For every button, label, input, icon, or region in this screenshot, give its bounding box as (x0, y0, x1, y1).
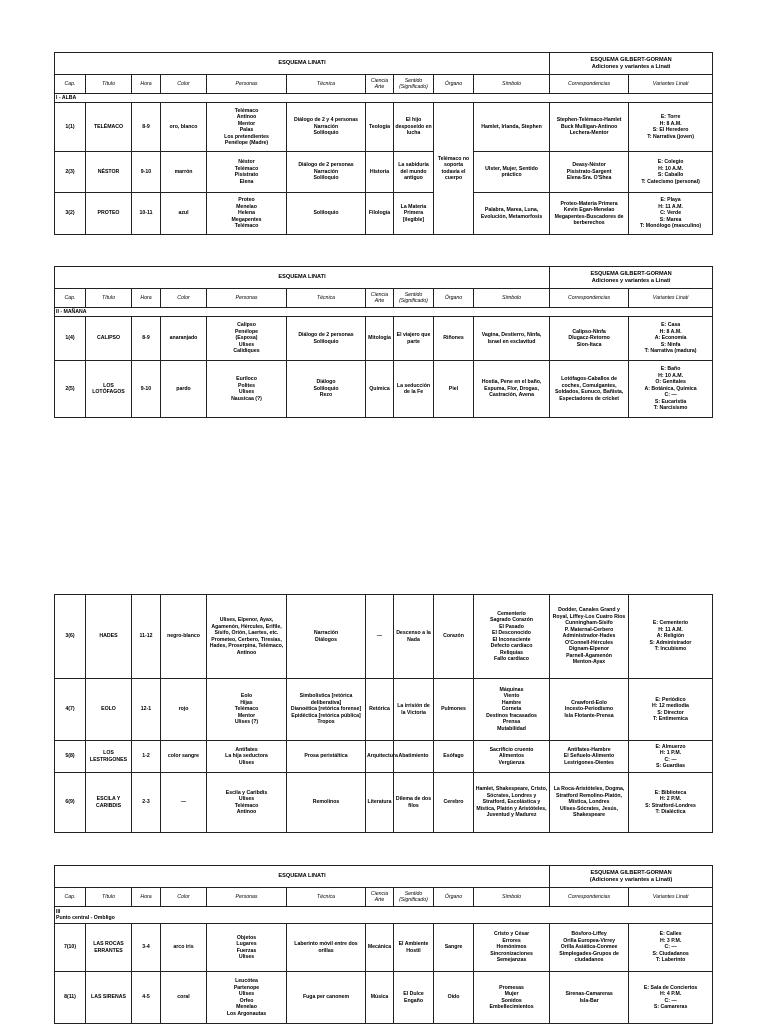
cell-corresp: Proteo-Materia Primera Kevin Egan-Menelao Megapentes-Buscadores de berberechos (550, 193, 629, 235)
table-row (55, 773, 713, 833)
header-gilbert (550, 866, 713, 888)
cell-ciencia: Mitología (366, 317, 394, 361)
cell-ciencia: — (366, 595, 394, 679)
cell-organo: Pulmones (434, 679, 474, 741)
col-personas: Personas (207, 289, 287, 308)
cell-organo: Esófago (434, 741, 474, 773)
cell-variantes: E: Cementerio H: 11 A.M. A: Religión S: Administrador T: Incubismo (629, 595, 713, 679)
col-cap: Cap. (55, 75, 86, 94)
cell-corresp: Calipso-Ninfa Dlugacz-Retorno Sion-Itaca (550, 317, 629, 361)
cell-hora: 11-12 (132, 595, 161, 679)
cell-simbolo: Ulster, Mujer, Sentido práctico (474, 152, 550, 193)
cell-organo: Cerebro (434, 773, 474, 833)
col-sentido: Sentido (Significado) (394, 888, 434, 907)
header-gilbert (550, 53, 713, 75)
col-color: Color (161, 289, 207, 308)
col-organo: Órgano (434, 75, 474, 94)
cell-simbolo: Máquinas Viento Hambre Corneta Destinos fracasados Prensa Mutabilidad (474, 679, 550, 741)
section-manana: II - MAÑANA (55, 308, 713, 317)
cell-title: HADES (86, 595, 132, 679)
cell-sentido: La Materia Primera [ilegible] (394, 193, 434, 235)
header-gilbert-title: ESQUEMA GILBERT-GORMAN (590, 56, 672, 63)
cell-variantes: E: Playa H: 11 A.M. C: Verde S: Marea T: Monólogo (masculino) (629, 193, 713, 235)
cell-hora: 4-5 (132, 972, 161, 1024)
header-gilbert-sub: Adiciones y variantes a Linati (591, 63, 671, 70)
cell-color: negro-blanco (161, 595, 207, 679)
col-tecnica: Técnica (287, 75, 366, 94)
cell-corresp: Sirenas-Camareras Isla-Bar (550, 972, 629, 1024)
section-alba: I - ALBA (55, 94, 713, 103)
table-2 (54, 266, 713, 418)
col-corresp: Correspondencias (550, 75, 629, 94)
cell-hora: 8-9 (132, 103, 161, 152)
table-row (55, 103, 713, 152)
table-row (55, 152, 713, 193)
cell-variantes: E: Biblioteca H: 2 P.M. S: Stratford-Londres T: Dialéctica (629, 773, 713, 833)
col-titulo: Título (86, 289, 132, 308)
cell-organo: Piel (434, 361, 474, 418)
cell-color: coral (161, 972, 207, 1024)
cell-cap: 6(9) (55, 773, 86, 833)
cell-simbolo: Palabra, Marea, Luna, Evolución, Metamorfosis (474, 193, 550, 235)
cell-variantes: E: Colegio H: 10 A.M. S: Caballo T: Catecismo (personal) (629, 152, 713, 193)
cell-sentido: Abatimiento (394, 741, 434, 773)
cell-organo: Corazón (434, 595, 474, 679)
col-cap: Cap. (55, 888, 86, 907)
col-ciencia: Ciencia Arte (366, 75, 394, 94)
cell-simbolo: Sacrificio cruento Alimentos Vergüenza (474, 741, 550, 773)
cell-hora: 1-2 (132, 741, 161, 773)
col-variantes: Variantes Linati (629, 888, 713, 907)
col-sentido: Sentido (Significado) (394, 289, 434, 308)
cell-title: LAS SIRENAS (86, 972, 132, 1024)
col-simbolo: Símbolo (474, 888, 550, 907)
cell-personas: Antífates La hija seductora Ulises (207, 741, 287, 773)
table-row (55, 972, 713, 1024)
cell-tecnica: Remolinos (287, 773, 366, 833)
cell-ciencia: Mecánica (366, 924, 394, 972)
cell-title: PROTEO (86, 193, 132, 235)
cell-sentido: Dilema de dos filos (394, 773, 434, 833)
cell-hora: 9-10 (132, 361, 161, 418)
header-linati: ESQUEMA LINATI (55, 866, 550, 888)
col-variantes: Variantes Linati (629, 75, 713, 94)
cell-cap: 3(6) (55, 595, 86, 679)
col-organo: Órgano (434, 289, 474, 308)
col-tecnica: Técnica (287, 888, 366, 907)
cell-cap: 7(10) (55, 924, 86, 972)
cell-organo: Sangre (434, 924, 474, 972)
cell-simbolo: Cementerio Sagrado Corazón El Pasado El Desconocido El Inconsciente Defecto cardíaco Reliquias Fallo cardíaco (474, 595, 550, 679)
cell-color: anaranjado (161, 317, 207, 361)
cell-variantes: E: Almuerzo H: 1 P.M. C: — S: Guardias (629, 741, 713, 773)
cell-sentido: El hijo desposeído en lucha (394, 103, 434, 152)
cell-organo: Riñones (434, 317, 474, 361)
header-gilbert-sub: Adiciones y variantes a Linati (591, 277, 671, 284)
cell-corresp: Antífates-Hambre El Señuelo-Alimento Lestrigones-Dientes (550, 741, 629, 773)
cell-personas: Eolo Hijas Telémaco Mentor Ulises (?) (207, 679, 287, 741)
cell-personas: Néstor Telémaco Pisístrato Elena (207, 152, 287, 193)
cell-color: marrón (161, 152, 207, 193)
cell-cap: 8(11) (55, 972, 86, 1024)
col-hora: Hora (132, 289, 161, 308)
cell-cap: 2(3) (55, 152, 86, 193)
section-ombligo: III Punto central - Ombligo (55, 907, 713, 924)
cell-personas: Telémaco Antinoo Mentor Palas Los pretendientes Penélope (Madre) (207, 103, 287, 152)
cell-ciencia: Música (366, 972, 394, 1024)
col-corresp: Correspondencias (550, 888, 629, 907)
col-hora: Hora (132, 888, 161, 907)
table-row (55, 741, 713, 773)
cell-ciencia: Arquitectura (366, 741, 394, 773)
col-color: Color (161, 75, 207, 94)
cell-sentido: Descenso a la Nada (394, 595, 434, 679)
cell-corresp: Bósforo-Liffey Orilla Europea-Virrey Orilla Asiática-Conmee Simplegades-Grupos de ciudadanos (550, 924, 629, 972)
col-color: Color (161, 888, 207, 907)
cell-ciencia: Retórica (366, 679, 394, 741)
cell-title: LOS LOTÓFAGOS (86, 361, 132, 418)
col-corresp: Correspondencias (550, 289, 629, 308)
col-personas: Personas (207, 888, 287, 907)
cell-variantes: E: Torre H: 8 A.M. S: El Heredero T: Narrativa (joven) (629, 103, 713, 152)
cell-organo: Oído (434, 972, 474, 1024)
cell-sentido: La irrisión de la Victoria (394, 679, 434, 741)
cell-hora: 8-9 (132, 317, 161, 361)
table-row (55, 361, 713, 418)
header-gilbert-title: ESQUEMA GILBERT-GORMAN (590, 270, 672, 277)
cell-personas: Calipso Penélope (Esposa) Ulises Calidiques (207, 317, 287, 361)
cell-color: azul (161, 193, 207, 235)
cell-color: arco iris (161, 924, 207, 972)
cell-color: — (161, 773, 207, 833)
cell-personas: Escila y Caribdis Ulises Telémaco Antinoo (207, 773, 287, 833)
cell-tecnica: Laberinto móvil entre dos orillas (287, 924, 366, 972)
col-hora: Hora (132, 75, 161, 94)
col-ciencia: Ciencia Arte (366, 289, 394, 308)
cell-organo: Telémaco no soporta todavía el cuerpo (434, 103, 474, 235)
cell-variantes: E: Periódico H: 12 mediodía S: Director T: Entimemica (629, 679, 713, 741)
cell-cap: 2(5) (55, 361, 86, 418)
cell-corresp: Crawford-Eolo Incesto-Periodismo Isla Flotante-Prensa (550, 679, 629, 741)
col-tecnica: Técnica (287, 289, 366, 308)
cell-corresp: La Roca-Aristóteles, Dogma, Stratford Remolino-Platón, Mística, Londres Ulises-Sócrates, Jesús, Shakespeare (550, 773, 629, 833)
cell-tecnica: Diálogo Soliloquio Rezo (287, 361, 366, 418)
cell-title: LAS ROCAS ERRANTES (86, 924, 132, 972)
col-titulo: Título (86, 75, 132, 94)
cell-variantes: E: Casa H: 8 A.M. A: Economía S: Ninfa T: Narrativa (madura) (629, 317, 713, 361)
table-row (55, 595, 713, 679)
cell-sentido: El Dulce Engaño (394, 972, 434, 1024)
cell-personas: Objetos Lugares Fuerzas Ulises (207, 924, 287, 972)
cell-color: oro, blanco (161, 103, 207, 152)
cell-ciencia: Historia (366, 152, 394, 193)
cell-ciencia: Filología (366, 193, 394, 235)
col-simbolo: Símbolo (474, 289, 550, 308)
cell-color: color sangre (161, 741, 207, 773)
cell-sentido: La sabiduría del mundo antiguo (394, 152, 434, 193)
col-variantes: Variantes Linati (629, 289, 713, 308)
cell-tecnica: Fuga per canonem (287, 972, 366, 1024)
cell-cap: 4(7) (55, 679, 86, 741)
cell-variantes: E: Baño H: 10 A.M. O: Genitales A: Botánica, Química C: — S: Eucaristía T: Narcisismo (629, 361, 713, 418)
table-3 (54, 594, 713, 833)
cell-title: NÉSTOR (86, 152, 132, 193)
cell-hora: 2-3 (132, 773, 161, 833)
header-gilbert-sub: (Adiciones y variantes a Linati) (589, 876, 673, 883)
table-row (55, 193, 713, 235)
cell-cap: 1(1) (55, 103, 86, 152)
cell-personas: Euríloco Polites Ulises Nausicaa (?) (207, 361, 287, 418)
cell-simbolo: Hamlet, Irlanda, Stephen (474, 103, 550, 152)
cell-sentido: La seducción de la Fe (394, 361, 434, 418)
cell-title: CALIPSO (86, 317, 132, 361)
cell-sentido: El viajero que parte (394, 317, 434, 361)
table-1 (54, 52, 713, 235)
cell-simbolo: Cristo y César Errores Homónimos Sincronizaciones Semejanzas (474, 924, 550, 972)
cell-title: ESCILA Y CARIBDIS (86, 773, 132, 833)
cell-color: rojo (161, 679, 207, 741)
col-personas: Personas (207, 75, 287, 94)
header-gilbert-title: ESQUEMA GILBERT-GORMAN (590, 869, 672, 876)
header-gilbert (550, 267, 713, 289)
cell-tecnica: Diálogo de 2 personas Narración Soliloquio (287, 152, 366, 193)
cell-corresp: Stephen-Telémaco-Hamlet Buck Mulligan-Antinoo Lechera-Mentor (550, 103, 629, 152)
header-linati: ESQUEMA LINATI (55, 53, 550, 75)
cell-tecnica: Narración Diálogos (287, 595, 366, 679)
cell-tecnica: Diálogo de 2 personas Soliloquio (287, 317, 366, 361)
cell-tecnica: Simbolística [retórica deliberativa] Dianoética [retórica forense] Epidéctica [retórica pública] Tropos (287, 679, 366, 741)
table-row (55, 679, 713, 741)
cell-simbolo: Hamlet, Shakespeare, Cristo, Sócrates, Londres y Stratford, Escolástica y Mística, Platón y Aristóteles, Juventud y Madurez (474, 773, 550, 833)
col-organo: Órgano (434, 888, 474, 907)
cell-title: TELÉMACO (86, 103, 132, 152)
cell-hora: 3-4 (132, 924, 161, 972)
table-row (55, 924, 713, 972)
cell-sentido: El Ambiente Hostil (394, 924, 434, 972)
cell-simbolo: Vagina, Destierro, Ninfa, Israel en esclavitud (474, 317, 550, 361)
cell-simbolo: Promesas Mujer Sonidos Embellecimientos (474, 972, 550, 1024)
cell-simbolo: Hostia, Pene en el baño, Espuma, Flor, Drogas, Castración, Avena (474, 361, 550, 418)
col-simbolo: Símbolo (474, 75, 550, 94)
cell-personas: Proteo Menelao Helena Megapentes Telémaco (207, 193, 287, 235)
cell-corresp: Lotófagos-Caballos de coches, Comulgantes, Soldados, Eunuco, Bañista, Espectadores de cricket (550, 361, 629, 418)
col-cap: Cap. (55, 289, 86, 308)
table-row (55, 317, 713, 361)
cell-personas: Leucótea Partenope Ulises Orfeo Menelao Los Argonautas (207, 972, 287, 1024)
cell-cap: 3(2) (55, 193, 86, 235)
cell-tecnica: Prosa peristáltica (287, 741, 366, 773)
cell-tecnica: Diálogo de 2 y 4 personas Narración Soliloquio (287, 103, 366, 152)
cell-ciencia: Literatura (366, 773, 394, 833)
cell-title: LOS LESTRIGONES (86, 741, 132, 773)
header-linati: ESQUEMA LINATI (55, 267, 550, 289)
col-ciencia: Ciencia Arte (366, 888, 394, 907)
cell-personas: Ulises, Elpenor, Ayax, Agamenón, Hércules, Erifile, Sísifo, Orión, Laertes, etc. Prometeo, Cerbero, Tiresias, Hades, Proserpina, Telémaco, Antinoo (207, 595, 287, 679)
cell-hora: 9-10 (132, 152, 161, 193)
table-4 (54, 865, 713, 1024)
col-titulo: Título (86, 888, 132, 907)
cell-color: pardo (161, 361, 207, 418)
cell-tecnica: Soliloquio (287, 193, 366, 235)
cell-hora: 10-11 (132, 193, 161, 235)
cell-ciencia: Teología (366, 103, 394, 152)
cell-title: EOLO (86, 679, 132, 741)
cell-variantes: E: Calles H: 3 P.M. C: — S: Ciudadanos T: Laberinto (629, 924, 713, 972)
cell-cap: 1(4) (55, 317, 86, 361)
cell-corresp: Dodder, Canales Grand y Royal, Liffey-Los Cuatro Ríos Cunningham-Sísifo P. Maternal-Cerbero Administrador-Hades O'Connell-Hércules Dignam-Elpenor Parnell-Agamenón Menton-Ayax (550, 595, 629, 679)
cell-hora: 12-1 (132, 679, 161, 741)
col-sentido: Sentido (Significado) (394, 75, 434, 94)
cell-ciencia: Química (366, 361, 394, 418)
cell-corresp: Deasy-Néstor Pisístrato-Sargent Elena-Sra. O'Shea (550, 152, 629, 193)
cell-cap: 5(8) (55, 741, 86, 773)
cell-variantes: E: Sala de Conciertos H: 4 P.M. C: — S: Camareras (629, 972, 713, 1024)
